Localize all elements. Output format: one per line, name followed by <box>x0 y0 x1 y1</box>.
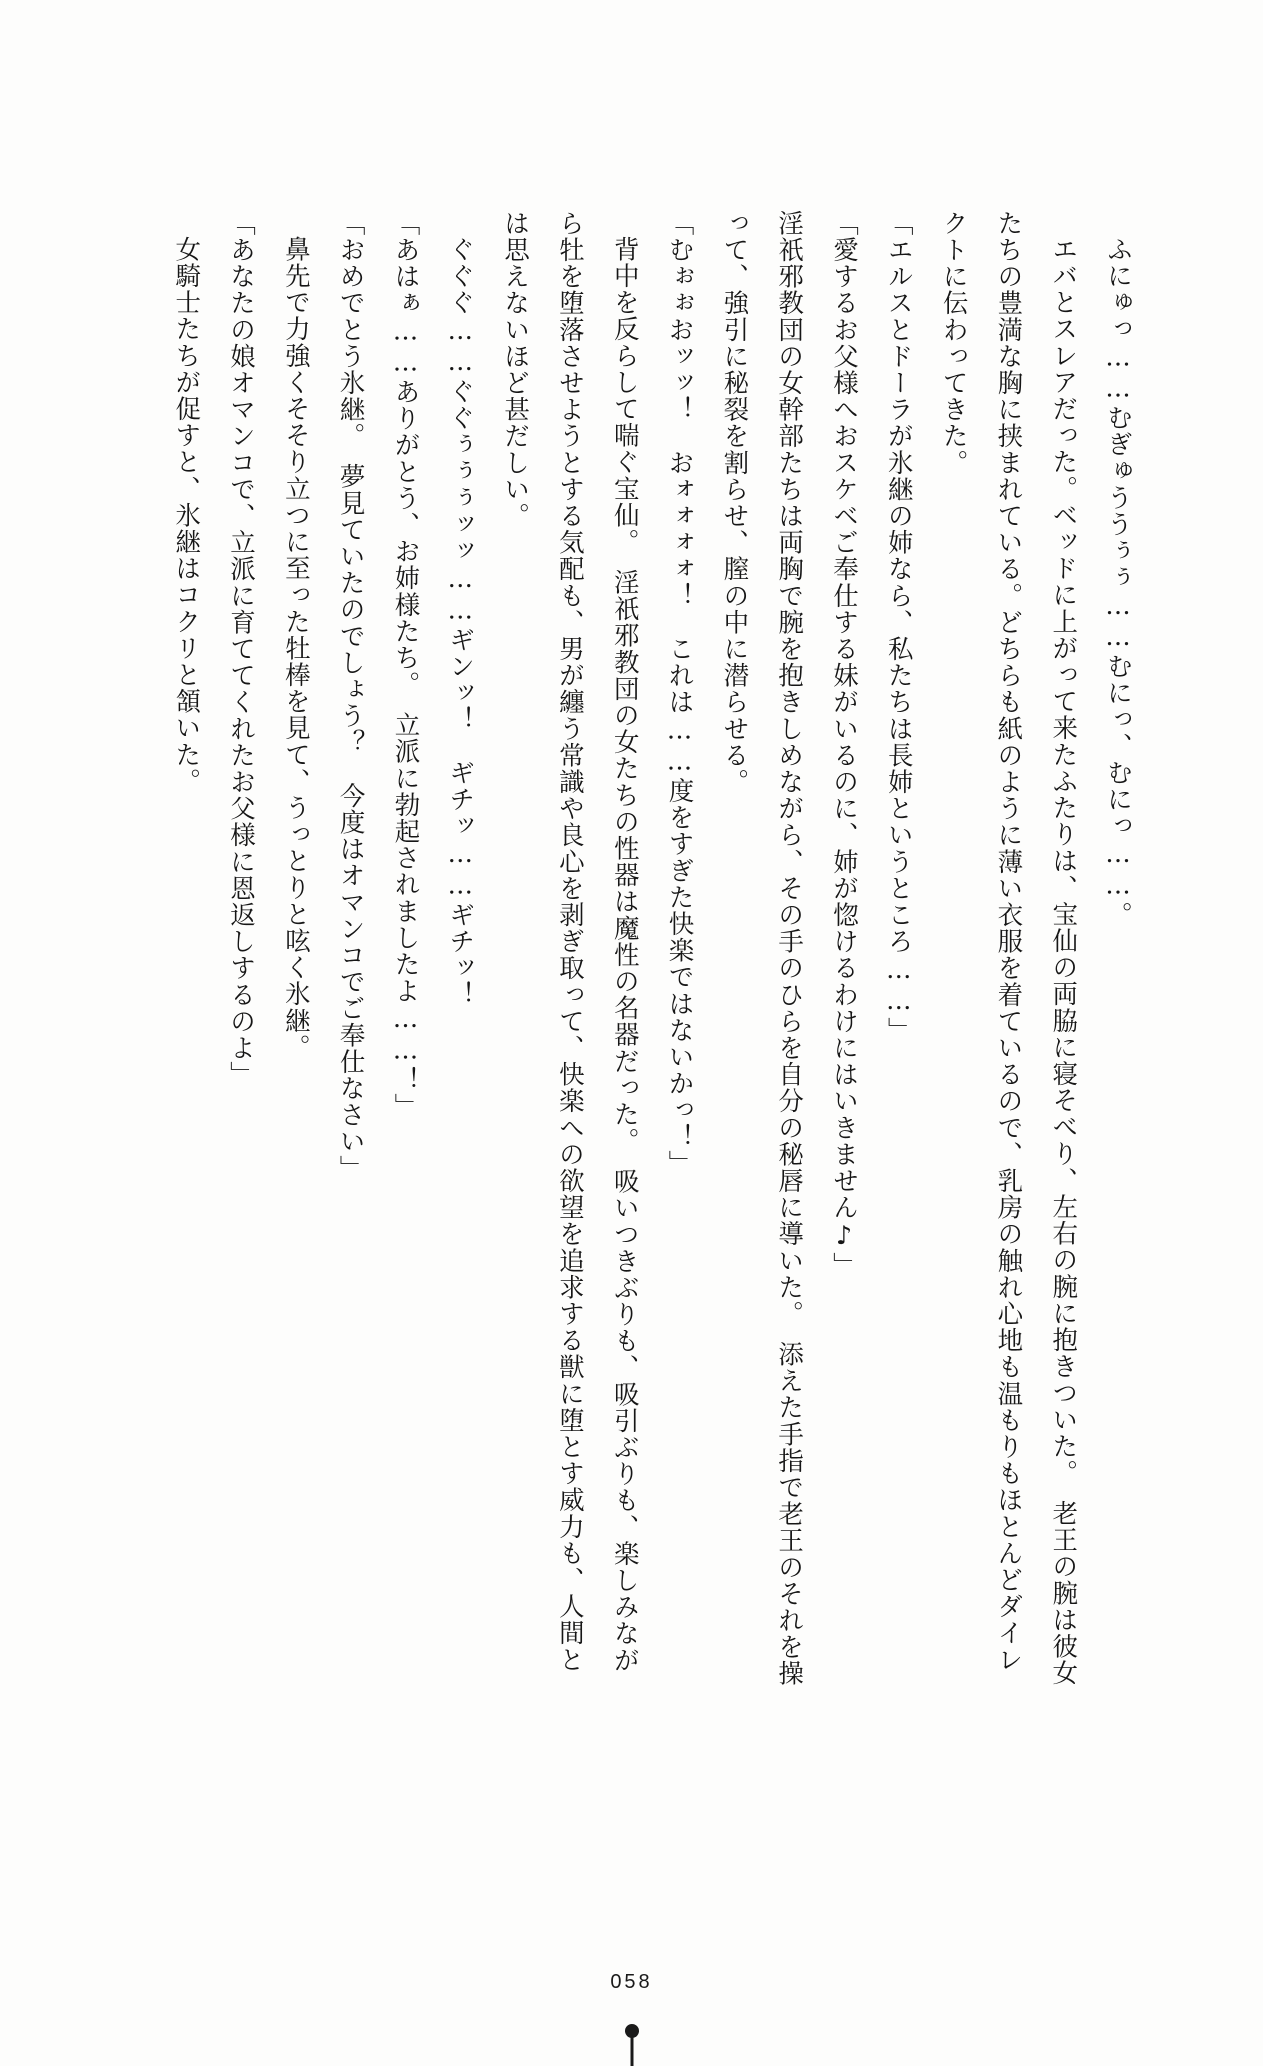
paragraph: 背中を反らして喘ぐ宝仙。 淫祇邪教団の女たちの性器は魔性の名器だった。 吸いつきぶりも、吸引ぶりも、楽しみながら牡を堕落させようとする気配も、男が纏う常識や良心を剥ぎ取って、快楽への欲望を追求する獣に堕とす威力も、人間とは思えないほど甚だしい。 <box>500 210 640 1673</box>
paragraph: 淫祇邪教団の女幹部たちは両胸で腕を抱きしめながら、その手のひらを自分の秘唇に導いた。 添えた手指で老王のそれを操って、強引に秘裂を割らせ、膣の中に潜らせる。 <box>719 210 805 1687</box>
paragraph: 「愛するお父様へおスケベご奉仕する妹がいるのに、姉が惚けるわけにはいきません♪」 <box>828 210 859 1279</box>
paragraph: 「おめでとう氷継。 夢見ていたのでしょう？ 今度はオマンコでご奉仕なさい」 <box>335 210 366 1182</box>
paragraph: 女騎士たちが促すと、氷継はコクリと頷いた。 <box>171 235 202 795</box>
folio-rule-ornament <box>630 2036 633 2066</box>
paragraph: 「あなたの娘オマンコで、立派に育ててくれたお父様に恩返しするのよ」 <box>226 210 256 1088</box>
paragraph: ふにゅっ……むぎゅううぅぅ……むにっ、むにっ……。 <box>1103 235 1133 928</box>
paragraph: 「むぉぉおッッ！ おォォォォ！ これは……度をすぎた快楽ではないかっ！」 <box>664 210 695 1177</box>
paragraph: 「あはぁ……ありがとう、お姉様たち。 立派に勃起されましたよ……！」 <box>390 210 421 1120</box>
page-body-text <box>118 210 1145 1690</box>
paragraph: 鼻先で力強くそそり立つに至った牡棒を見て、うっとりと呟く氷継。 <box>280 235 311 1061</box>
paragraph: エバとスレアだった。ベッドに上がって来たふたりは、宝仙の両脇に寝そべり、左右の腕に抱きついた。 老王の腕は彼女たちの豊満な胸に挟まれている。どちらも紙のように薄い衣服を着ているので、乳房の触れ心地も温もりもほとんどダイレクトに伝わってきた。 <box>938 210 1079 1686</box>
paragraph: 「エルスとドーラが氷継の姉なら、私たちは長姉というところ……」 <box>883 210 914 1044</box>
page-number: 058 <box>610 1971 653 1993</box>
paragraph: ぐぐぐ……ぐぐぅぅぅッッ……ギンッ！ ギチッ……ギチッ！ <box>445 235 476 1008</box>
